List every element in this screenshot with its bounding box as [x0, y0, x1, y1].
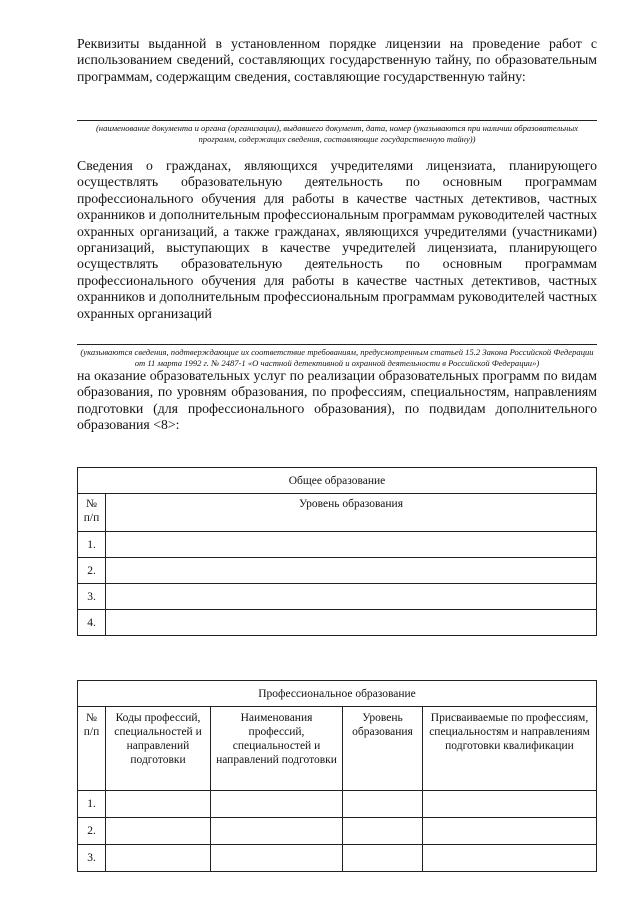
- professional-education-title: Профессиональное образование: [78, 681, 597, 707]
- table-row: [78, 845, 597, 872]
- row-number: 1.: [78, 532, 106, 558]
- founders-paragraph: Сведения о гражданах, являющихся учредителями лицензиата, планирующего осуществлять образовательную деятельность по основным программам профессионального обучения для работы в качестве частных детективов, частных охранников и дополнительным профессиональным программам руководителей частных охранных организаций, а также гражданах, являющихся учредителями (участниками) организаций, выступающих в качестве учредителей лицензиата, планирующего осуществлять образовательную деятельность по основным программам профессионального обучения для работы в качестве частных детективов, частных охранников и дополнительным профессиональным программам руководителей частных охранных организаций: [77, 158, 597, 321]
- row-number: 1.: [78, 791, 106, 818]
- qualifications-cell[interactable]: [423, 818, 597, 845]
- row-number: 3.: [78, 584, 106, 610]
- row-number: 2.: [78, 818, 106, 845]
- col-level-header: Уровень образования: [106, 494, 597, 532]
- codes-cell[interactable]: [106, 818, 211, 845]
- table-row: [78, 532, 597, 558]
- founders-note: (указываются сведения, подтверждающие их соответствие требованиям, предусмотренным статьей 15.2 Закона Российской Федерации от 11 марта 1992 г. № 2487-1 «О частной детективной и охранной деятельности в Российской Федерации»): [80, 347, 594, 368]
- codes-cell[interactable]: [106, 845, 211, 872]
- codes-cell[interactable]: [106, 791, 211, 818]
- col-codes-header: Коды профессий, специальностей и направлений подготовки: [106, 707, 211, 791]
- row-number: 2.: [78, 558, 106, 584]
- names-cell[interactable]: [211, 818, 343, 845]
- fill-in-line-1: [77, 120, 597, 121]
- level-cell[interactable]: [343, 845, 423, 872]
- level-cell[interactable]: [106, 610, 597, 636]
- level-cell[interactable]: [106, 584, 597, 610]
- fill-in-line-2: [77, 344, 597, 345]
- level-cell[interactable]: [106, 558, 597, 584]
- qualifications-cell[interactable]: [423, 791, 597, 818]
- table-row: [78, 818, 597, 845]
- level-cell[interactable]: [343, 818, 423, 845]
- license-details-paragraph: Реквизиты выданной в установленном порядке лицензии на проведение работ с использованием сведений, составляющих государственную тайну, по образовательным программам, содержащим сведения, составляющие государственную тайну:: [77, 36, 597, 84]
- services-paragraph: на оказание образовательных услуг по реализации образовательных программ по видам образования, по уровням образования, по профессиям, специальностям, направлениям подготовки (для профессионального образования), по подвидам дополнительного образования <8>:: [77, 368, 597, 433]
- table-row: [78, 610, 597, 636]
- col-qualifications-header: Присваиваемые по профессиям, специальностям и направлениям подготовки квалификации: [423, 707, 597, 791]
- level-cell[interactable]: [343, 791, 423, 818]
- table-row: [78, 558, 597, 584]
- general-education-title: Общее образование: [78, 468, 597, 494]
- names-cell[interactable]: [211, 845, 343, 872]
- table-row: [78, 791, 597, 818]
- professional-education-table: [77, 680, 597, 872]
- row-number: 4.: [78, 610, 106, 636]
- names-cell[interactable]: [211, 791, 343, 818]
- qualifications-cell[interactable]: [423, 845, 597, 872]
- general-education-table: [77, 467, 597, 636]
- col-number-header: № п/п: [78, 494, 106, 532]
- table-row: [78, 584, 597, 610]
- level-cell[interactable]: [106, 532, 597, 558]
- col-level-header: Уровень образования: [343, 707, 423, 791]
- col-names-header: Наименования профессий, специальностей и направлений подготовки: [211, 707, 343, 791]
- license-details-note: (наименование документа и органа (организации), выдавшего документ, дата, номер (указываются при наличии образовательных программ, содержащих сведения, составляющие государственную тайну)): [95, 123, 579, 144]
- col-number-header: № п/п: [78, 707, 106, 791]
- row-number: 3.: [78, 845, 106, 872]
